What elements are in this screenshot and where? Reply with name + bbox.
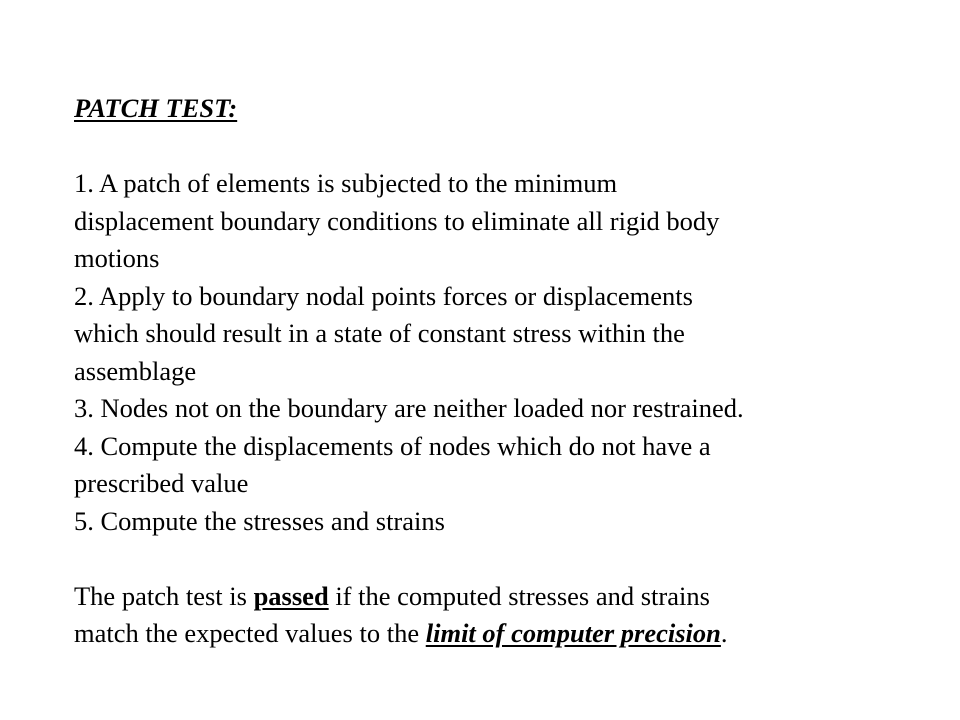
conclusion-line-2 — [74, 615, 914, 653]
step-2 — [74, 278, 914, 391]
slide-body — [74, 90, 914, 653]
step-4-line-1: 4. Compute the displacements of nodes which do not have a — [74, 430, 711, 461]
conclusion-text: The patch test is — [74, 580, 254, 611]
step-4-line-2: prescribed value — [74, 468, 249, 498]
slide-title: PATCH TEST: — [74, 93, 238, 123]
step-1 — [74, 165, 914, 278]
conclusion-line-1 — [74, 578, 914, 616]
step-1-line-1: 1. A patch of elements is subjected to the minimum — [74, 168, 618, 198]
precision-emphasis: limit of computer precision — [425, 618, 721, 648]
step-5 — [74, 503, 914, 541]
conclusion-text: if the computed stresses and strains — [328, 580, 710, 611]
step-2-line-3: assemblage — [74, 355, 197, 386]
conclusion-text: . — [720, 618, 728, 648]
conclusion — [74, 578, 914, 653]
passed-emphasis: passed — [253, 580, 329, 611]
step-2-line-2: which should result in a state of constant stress within the — [74, 318, 685, 348]
step-2-line-1: 2. Apply to boundary nodal points forces or displacements — [74, 280, 693, 311]
step-4 — [74, 428, 914, 503]
step-5-line-1: 5. Compute the stresses and strains — [74, 505, 445, 536]
step-1-line-3: motions — [74, 243, 160, 273]
spacer — [74, 128, 914, 166]
step-3 — [74, 390, 914, 428]
step-3-line-1: 3. Nodes not on the boundary are neither loaded nor restrained. — [74, 393, 744, 423]
spacer — [74, 540, 914, 578]
step-1-line-2: displacement boundary conditions to eliminate all rigid body — [74, 205, 720, 236]
conclusion-text: match the expected values to the — [74, 618, 426, 648]
